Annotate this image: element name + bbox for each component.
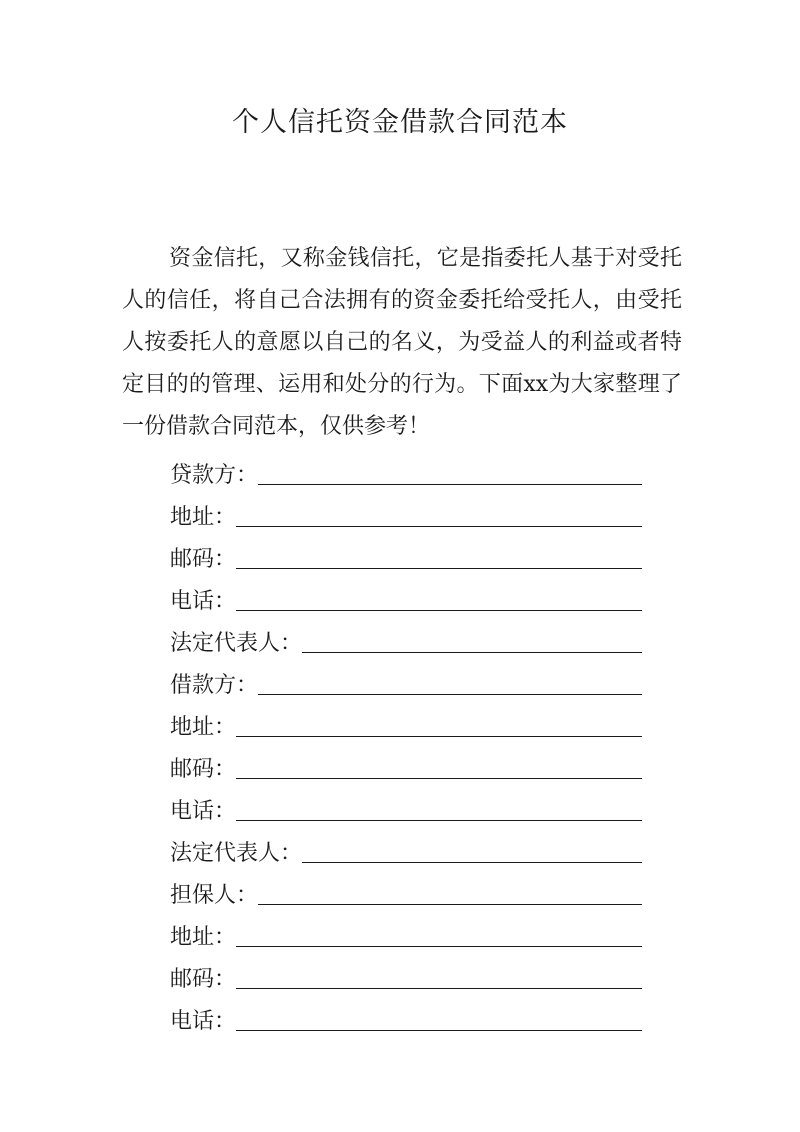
field-label: 地址： <box>170 925 237 950</box>
field-lender-phone <box>170 575 642 617</box>
fill-in-blank-line <box>258 903 642 905</box>
field-lender-legal-representative <box>170 617 642 659</box>
fill-in-blank-line <box>236 735 642 737</box>
fill-in-blank-line <box>236 945 642 947</box>
field-borrower-legal-representative <box>170 827 642 869</box>
field-lender <box>170 449 642 491</box>
fill-in-blank-line <box>236 987 642 989</box>
fill-in-blank-line <box>236 525 642 527</box>
field-guarantor-address <box>170 911 642 953</box>
fill-in-blank-line <box>236 777 642 779</box>
field-guarantor-postcode <box>170 953 642 995</box>
field-label: 地址： <box>170 715 237 740</box>
fill-in-blank-line <box>302 651 642 653</box>
field-label: 电话： <box>170 589 237 614</box>
fill-in-blank-line <box>236 609 642 611</box>
field-borrower-postcode <box>170 743 642 785</box>
field-guarantor <box>170 869 642 911</box>
field-label: 法定代表人： <box>170 841 303 866</box>
fill-in-blank-line <box>236 1029 642 1031</box>
fill-in-blank-line <box>258 483 642 485</box>
field-lender-address <box>170 491 642 533</box>
intro-paragraph: 资金信托，又称金钱信托，它是指委托人基于对受托人的信任，将自己合法拥有的资金委托给受托人，由受托人按委托人的意愿以自己的名义，为受益人的利益或者特定目的的管理、运用和处分的行为。下面xx为大家整理了一份借款合同范本，仅供参考！ <box>122 246 682 439</box>
field-label: 电话： <box>170 799 237 824</box>
field-label: 担保人： <box>170 883 259 908</box>
field-borrower <box>170 659 642 701</box>
field-lender-postcode <box>170 533 642 575</box>
document-title: 个人信托资金借款合同范本 <box>232 107 568 138</box>
fill-in-blank-line <box>258 693 642 695</box>
party-fields-list <box>170 449 642 1037</box>
fill-in-blank-line <box>236 567 642 569</box>
field-label: 邮码： <box>170 967 237 992</box>
field-guarantor-phone <box>170 995 642 1037</box>
field-borrower-address <box>170 701 642 743</box>
field-label: 贷款方： <box>170 463 259 488</box>
field-label: 法定代表人： <box>170 631 303 656</box>
field-label: 地址： <box>170 505 237 530</box>
field-label: 邮码： <box>170 547 237 572</box>
fill-in-blank-line <box>236 819 642 821</box>
field-borrower-phone <box>170 785 642 827</box>
field-label: 借款方： <box>170 673 259 698</box>
fill-in-blank-line <box>302 861 642 863</box>
field-label: 电话： <box>170 1009 237 1034</box>
field-label: 邮码： <box>170 757 237 782</box>
